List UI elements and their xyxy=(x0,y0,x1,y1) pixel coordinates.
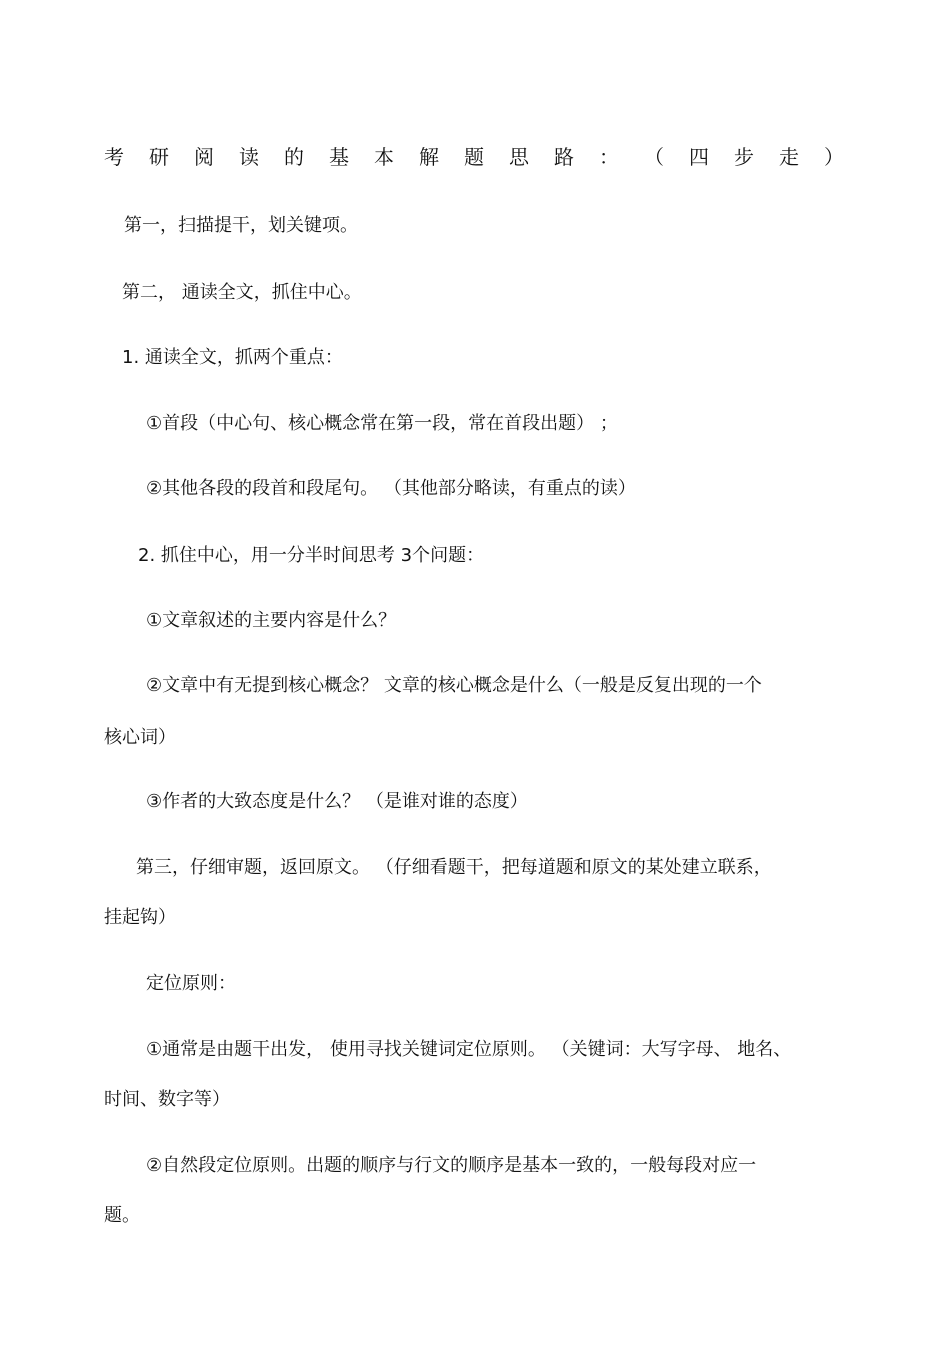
title-char: 步 xyxy=(734,144,754,169)
question-1: ①文章叙述的主要内容是什么？ xyxy=(146,610,397,631)
question-3: ③作者的大致态度是什么？ （是谁对谁的态度） xyxy=(146,791,528,812)
question-2-continued: 核心词） xyxy=(104,727,176,748)
title-char: ） xyxy=(824,144,844,169)
title-char: 走 xyxy=(779,144,799,169)
positioning-principle-heading: 定位原则： xyxy=(146,973,236,994)
title-char: 基 xyxy=(329,144,349,169)
title-char: 路 xyxy=(554,144,574,169)
title-char: 的 xyxy=(284,144,304,169)
step-three: 第三，仔细审题，返回原文。 （仔细看题干，把每道题和原文的某处建立联系， xyxy=(136,857,772,878)
title-char: 思 xyxy=(509,144,529,169)
title-char: （ xyxy=(644,144,664,169)
principle-1-continued: 时间、数字等） xyxy=(104,1089,230,1110)
title-char: 研 xyxy=(149,144,169,169)
title-char: 读 xyxy=(239,144,259,169)
title-char: 阅 xyxy=(194,144,214,169)
title-char: 考 xyxy=(104,144,124,169)
step-two: 第二， 通读全文，抓住中心。 xyxy=(122,282,362,303)
principle-2: ②自然段定位原则。出题的顺序与行文的顺序是基本一致的，一般每段对应一 xyxy=(146,1155,757,1176)
title-char: 本 xyxy=(374,144,394,169)
question-2: ②文章中有无提到核心概念？ 文章的核心概念是什么（一般是反复出现的一个 xyxy=(146,675,762,696)
title-char: ： xyxy=(599,144,619,169)
title-char: 四 xyxy=(689,144,709,169)
document-title xyxy=(104,140,844,170)
title-char: 题 xyxy=(464,144,484,169)
point-1-item-2: ②其他各段的段首和段尾句。 （其他部分略读，有重点的读） xyxy=(146,478,636,499)
point-2: 2. 抓住中心，用一分半时间思考 3个问题： xyxy=(138,545,485,566)
principle-2-continued: 题。 xyxy=(104,1205,140,1226)
step-three-continued: 挂起钩） xyxy=(104,907,176,928)
principle-1: ①通常是由题干出发， 使用寻找关键词定位原则。 （关键词：大写字母、 地名、 xyxy=(146,1039,792,1060)
point-1-item-1: ①首段（中心句、核心概念常在第一段，常在首段出题） ； xyxy=(146,413,618,434)
title-char: 解 xyxy=(419,144,439,169)
point-1: 1. 通读全文，抓两个重点： xyxy=(122,347,343,368)
step-one: 第一，扫描提干，划关键项。 xyxy=(124,215,358,236)
